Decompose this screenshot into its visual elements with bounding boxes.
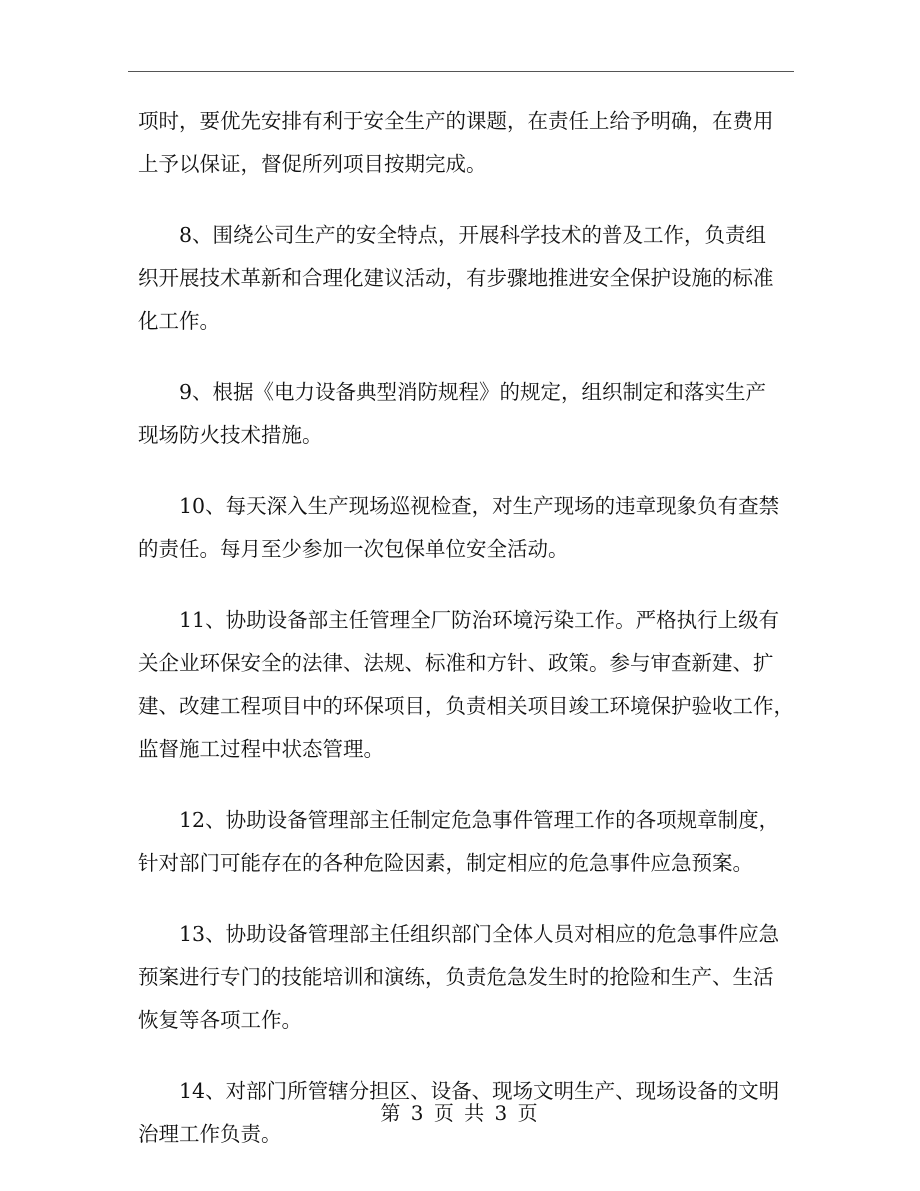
text-line: 11、协助设备部主任管理全厂防治环境污染工作。严格执行上级有 [179,608,780,632]
text-line: 10、每天深入生产现场巡视检查，对生产现场的违章现象负有查禁 [179,494,780,518]
text-line: 关企业环保安全的法律、法规、标准和方针、政策。参与审查新建、扩 [138,651,774,675]
paragraph-item-8 [138,214,798,343]
text-line: 8、围绕公司生产的安全特点，开展科学技术的普及工作，负责组 [179,223,767,247]
text-line: 上予以保证，督促所列项目按期完成。 [138,152,487,176]
text-line: 预案进行专门的技能培训和演练，负责危急发生时的抢险和生产、生活 [138,965,774,989]
text-line: 13、协助设备管理部主任组织部门全体人员对相应的危急事件应急 [179,922,780,946]
text-line: 12、协助设备管理部主任制定危急事件管理工作的各项规章制度， [179,808,780,832]
paragraph-item-9 [138,371,798,457]
text-line: 项时，要优先安排有利于安全生产的课题，在责任上给予明确，在费用 [138,109,774,133]
paragraph-item-11 [138,599,798,771]
text-line: 建、改建工程项目中的环保项目，负责相关项目竣工环境保护验收工作， [138,694,794,718]
text-line: 治理工作负责。 [138,1122,282,1146]
text-line: 现场防火技术措施。 [138,423,323,447]
paragraph-item-12 [138,799,798,885]
text-line: 化工作。 [138,309,220,333]
text-line: 的责任。每月至少参加一次包保单位安全活动。 [138,537,569,561]
page-number-footer: 第 3 页 共 3 页 [380,1101,540,1125]
text-line: 9、根据《电力设备典型消防规程》的规定，组织制定和落实生产 [179,380,767,404]
paragraph-item-13 [138,913,798,1042]
header-rule [128,71,794,72]
text-line: 恢复等各项工作。 [138,1008,302,1032]
text-line: 针对部门可能存在的各种危险因素，制定相应的危急事件应急预案。 [138,851,753,875]
text-line: 14、对部门所管辖分担区、设备、现场文明生产、现场设备的文明 [179,1079,780,1103]
text-line: 监督施工过程中状态管理。 [138,737,384,761]
paragraph-item-10 [138,485,798,571]
text-line: 织开展技术革新和合理化建议活动，有步骤地推进安全保护设施的标准 [138,266,774,290]
paragraph-continuation [138,100,798,186]
document-body [138,100,798,1184]
